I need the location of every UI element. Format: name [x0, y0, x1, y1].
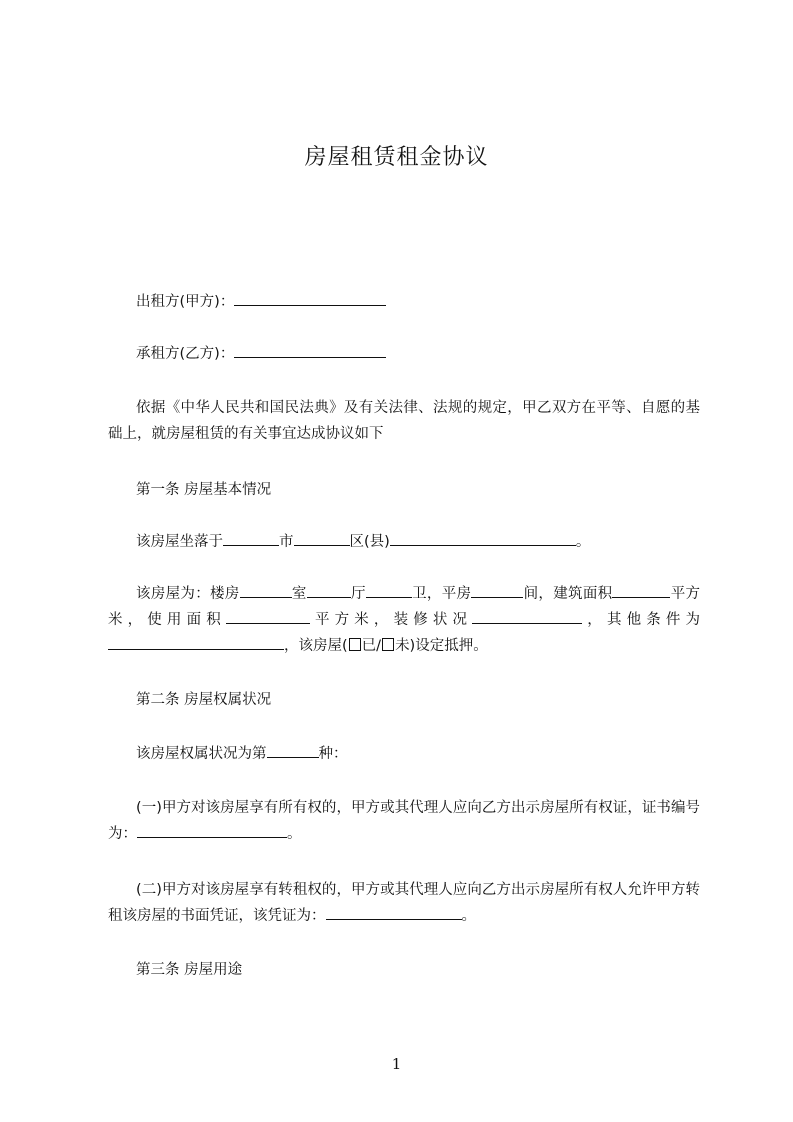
baths-blank[interactable] [366, 581, 412, 598]
decoration-blank[interactable] [472, 607, 582, 624]
lessor-line [136, 289, 700, 315]
lessor-label: 出租方(甲方)： [136, 294, 235, 310]
page-title: 房屋租赁租金协议 [304, 145, 489, 170]
usable-area-blank[interactable] [226, 607, 310, 624]
lessee-label: 承租方(乙方)： [136, 346, 235, 362]
mortgaged-yes-checkbox[interactable] [349, 638, 361, 651]
lessee-line [136, 341, 700, 367]
built-area-blank[interactable] [612, 581, 670, 598]
details-paragraph: 该房屋为：楼房 室 厅 卫，平房 间，建筑面积 平方米，使用面积 平方米，装修状况 ，其他条件为，该房屋( 已/ 未)设定抵押。 [108, 581, 700, 659]
city-blank[interactable] [223, 529, 279, 546]
location-line: 该房屋坐落于 市 区(县) 。 [136, 529, 700, 555]
ownership-kind-line: 该房屋权属状况为第 种： [136, 741, 700, 767]
article-3-heading: 第三条 房屋用途 [136, 962, 243, 978]
district-blank[interactable] [294, 529, 350, 546]
page-number: 1 [391, 1055, 402, 1073]
ownership-item-1: (一)甲方对该房屋享有所有权的，甲方或其代理人应向乙方出示房屋所有权证，证书编号为： 。 [108, 800, 700, 842]
lessor-blank[interactable] [234, 289, 386, 306]
bungalow-rooms-blank[interactable] [471, 581, 523, 598]
ownership-item-2: (二)甲方对该房屋享有转租权的，甲方或其代理人应向乙方出示房屋所有权人允许甲方转租该房屋的书面凭证，该凭证为： 。 [108, 882, 700, 924]
sublease-proof-blank[interactable] [326, 903, 462, 920]
lessee-blank[interactable] [234, 341, 386, 358]
ownership-kind-blank[interactable] [267, 741, 319, 758]
other-conditions-blank[interactable] [108, 633, 284, 650]
article-1-heading: 第一条 房屋基本情况 [136, 482, 272, 498]
intro-paragraph: 依据《中华人民共和国民法典》及有关法律、法规的规定，甲乙双方在平等、自愿的基础上，就房屋租赁的有关事宜达成协议如下 [108, 400, 700, 442]
article-2-heading: 第二条 房屋权属状况 [136, 692, 272, 708]
halls-blank[interactable] [307, 581, 351, 598]
address-blank[interactable] [390, 529, 576, 546]
rooms-blank[interactable] [240, 581, 292, 598]
mortgaged-no-checkbox[interactable] [382, 638, 394, 651]
certificate-number-blank[interactable] [137, 821, 287, 838]
